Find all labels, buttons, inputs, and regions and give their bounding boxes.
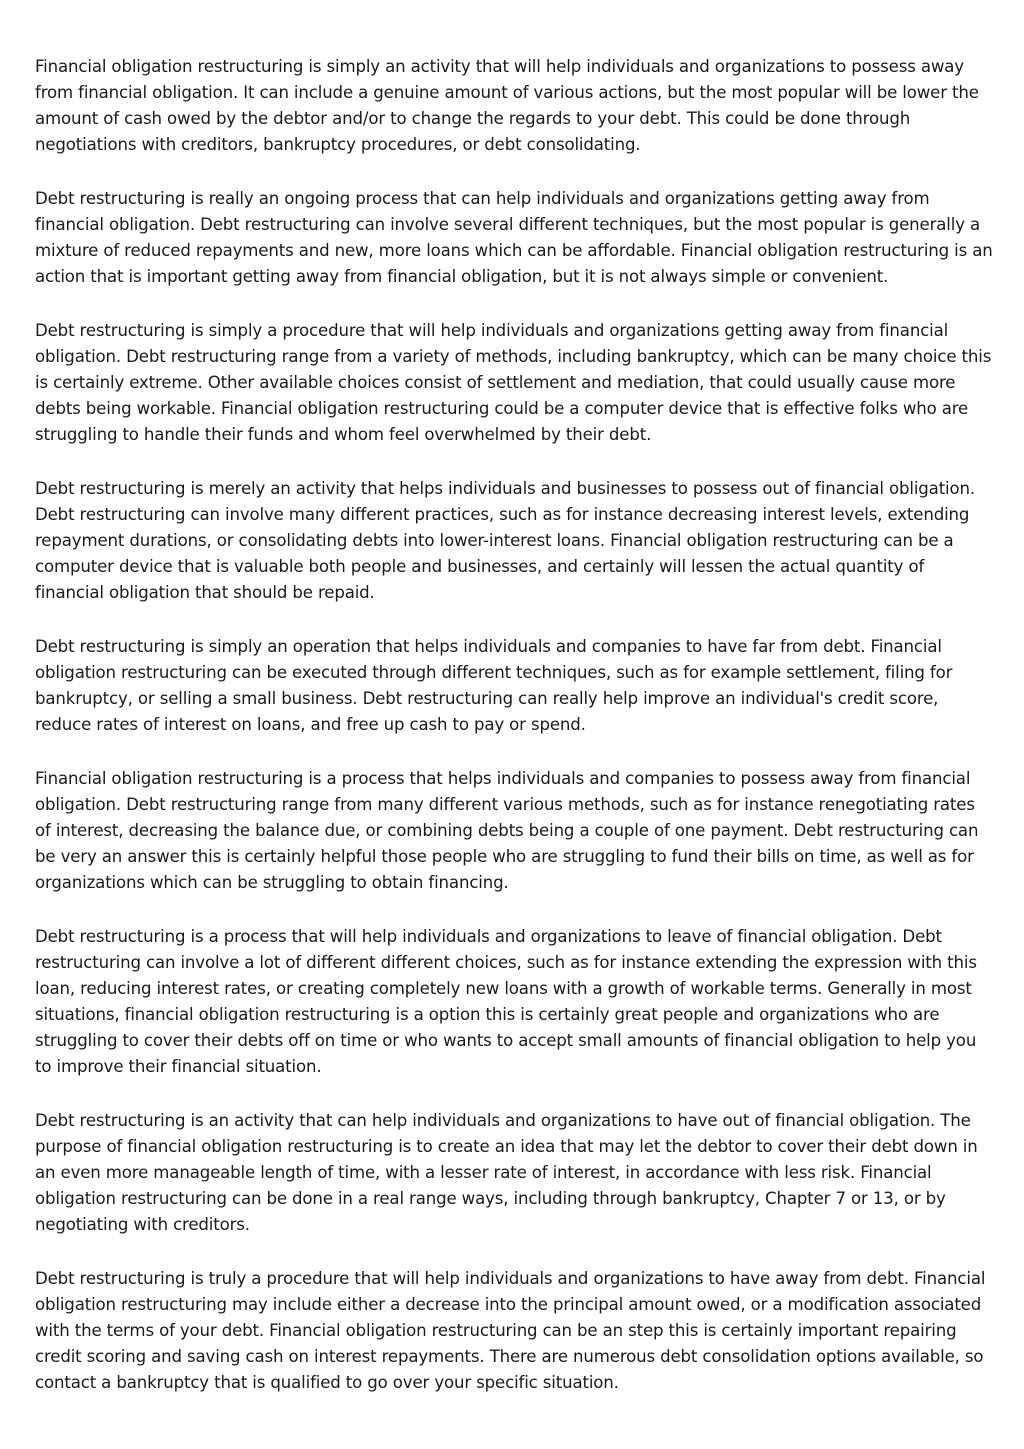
paragraph-1: Financial obligation restructuring is simply an activity that will help individuals and organizations to possess away from financial obligation. It can include a genuine amount of various actions, but the most popular will be lower the amount of cash owed by the debtor and/or to change the regards to your debt. This could be done through negotiations with creditors, bankruptcy procedures, or debt consolidating.	[35, 57, 979, 154]
paragraph-4: Debt restructuring is merely an activity that helps individuals and businesses to possess out of financial obligation. Debt restructuring can involve many different practices, such as for instance decreasing interest levels, extending repayment durations, or consolidating debts into lower-interest loans. Financial obligation restructuring can be a computer device that is valuable both people and businesses, and certainly will lessen the actual quantity of financial obligation that should be repaid.	[35, 479, 976, 602]
document-body	[35, 54, 995, 1424]
paragraph-7: Debt restructuring is a process that will help individuals and organizations to leave of financial obligation. Debt restructuring can involve a lot of different different choices, such as for instance extending the expression with this loan, reducing interest rates, or creating completely new loans with a growth of workable terms. Generally in most situations, financial obligation restructuring is a option this is certainly great people and organizations who are struggling to cover their debts off on time or who wants to accept small amounts of financial obligation to help you to improve their financial situation.	[35, 927, 977, 1076]
paragraph-8: Debt restructuring is an activity that can help individuals and organizations to have out of financial obligation. The purpose of financial obligation restructuring is to create an idea that may let the debtor to cover their debt down in an even more manageable length of time, with a lesser rate of interest, in accordance with less risk. Financial obligation restructuring can be done in a real range ways, including through bankruptcy, Chapter 7 or 13, or by negotiating with creditors.	[35, 1111, 978, 1234]
paragraph-5: Debt restructuring is simply an operation that helps individuals and companies to have far from debt. Financial obligation restructuring can be executed through different techniques, such as for example settlement, filing for bankruptcy, or selling a small business. Debt restructuring can really help improve an individual's credit score, reduce rates of interest on loans, and free up cash to pay or spend.	[35, 637, 953, 734]
paragraph-2: Debt restructuring is really an ongoing process that can help individuals and organizations getting away from financial obligation. Debt restructuring can involve several different techniques, but the most popular is generally a mixture of reduced repayments and new, more loans which can be affordable. Financial obligation restructuring is an action that is important getting away from financial obligation, but it is not always simple or convenient.	[35, 189, 993, 286]
paragraph-3: Debt restructuring is simply a procedure that will help individuals and organizations getting away from financial obligation. Debt restructuring range from a variety of methods, including bankruptcy, which can be many choice this is certainly extreme. Other available choices consist of settlement and mediation, that could usually cause more debts being workable. Financial obligation restructuring could be a computer device that is effective folks who are struggling to handle their funds and whom feel overwhelmed by their debt.	[35, 321, 992, 444]
paragraph-9: Debt restructuring is truly a procedure that will help individuals and organizations to have away from debt. Financial obligation restructuring may include either a decrease into the principal amount owed, or a modification associated with the terms of your debt. Financial obligation restructuring can be an step this is certainly important repairing credit scoring and saving cash on interest repayments. There are numerous debt consolidation options available, so contact a bankruptcy that is qualified to go over your specific situation.	[35, 1269, 986, 1392]
paragraph-6: Financial obligation restructuring is a process that helps individuals and companies to possess away from financial obligation. Debt restructuring range from many different various methods, such as for instance renegotiating rates of interest, decreasing the balance due, or combining debts being a couple of one payment. Debt restructuring can be very an answer this is certainly helpful those people who are struggling to fund their bills on time, as well as for organizations which can be struggling to obtain financing.	[35, 769, 979, 892]
